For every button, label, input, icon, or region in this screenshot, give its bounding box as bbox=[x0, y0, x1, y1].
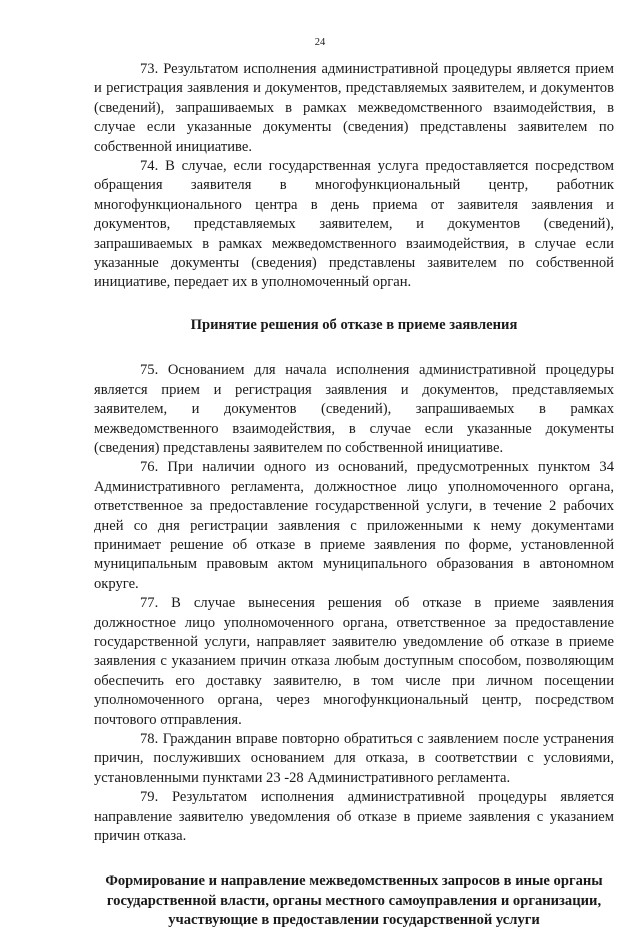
section-heading-interagency-requests: Формирование и направление межведомственных запросов в иные органы государственной власти, органы местного самоуправления и организации, участвующие в предоставлении государственной услуги bbox=[105, 873, 603, 929]
document-body bbox=[94, 60, 614, 931]
paragraph-77: 77. В случае вынесения решения об отказе в приеме заявления должностное лицо уполномоченного органа, ответственное за предоставление государственной услуги, направляет заявителю уведомление об отказе в приеме заявления с указанием причин отказа любым доступным способом, позволяющим обеспечить его доставку заявителю, в том числе при личном посещении уполномоченного органа, через многофункциональный центр, посредством почтового отправления. bbox=[94, 595, 614, 728]
paragraph-73: 73. Результатом исполнения административной процедуры является прием и регистрация заявления и документов, представляемых заявителем, и документов (сведений), запрашиваемых в рамках межведомственного взаимодействия, в случае если указанные документы (сведения) представлены заявителем по собственной инициативе. bbox=[94, 61, 614, 155]
page-number: 24 bbox=[314, 37, 326, 48]
paragraph-78: 78. Гражданин вправе повторно обратиться с заявлением после устранения причин, послуживших основанием для отказа, в соответствии с условиями, установленными пунктами 23 -28 Административного регламента. bbox=[94, 731, 614, 786]
paragraph-76: 76. При наличии одного из оснований, предусмотренных пунктом 34 Административного регламента, должностное лицо уполномоченного органа, ответственное за предоставление государственной услуги, в течение 2 рабочих дней со дня регистрации заявления с приложенными к нему документами принимает решение об отказе в приеме заявления по форме, установленной муниципальным правовым актом муниципального образования в автономном округе. bbox=[94, 459, 614, 592]
paragraph-75: 75. Основанием для начала исполнения административной процедуры является прием и регистрация заявления и документов, представляемых заявителем, и документов (сведений), запрашиваемых в рамках межведомственного взаимодействия, в случае если указанные документы (сведения) представлены заявителем по собственной инициативе. bbox=[94, 362, 614, 456]
section-heading-refusal: Принятие решения об отказе в приеме заявления bbox=[190, 316, 518, 333]
paragraph-79: 79. Результатом исполнения административной процедуры является направление заявителю уведомления об отказе в приеме заявления с указанием причин отказа. bbox=[94, 789, 614, 845]
paragraph-74: 74. В случае, если государственная услуга предоставляется посредством обращения заявителя в многофункциональный центр, работник многофункционального центра в день приема от заявителя заявления и документов, представляемых заявителем, и документов (сведений), запрашиваемых в рамках межведомственного взаимодействия, в случае если указанные документы (сведения) представлены заявителем по собственной инициативе, передает их в уполномоченный орган. bbox=[94, 158, 614, 291]
